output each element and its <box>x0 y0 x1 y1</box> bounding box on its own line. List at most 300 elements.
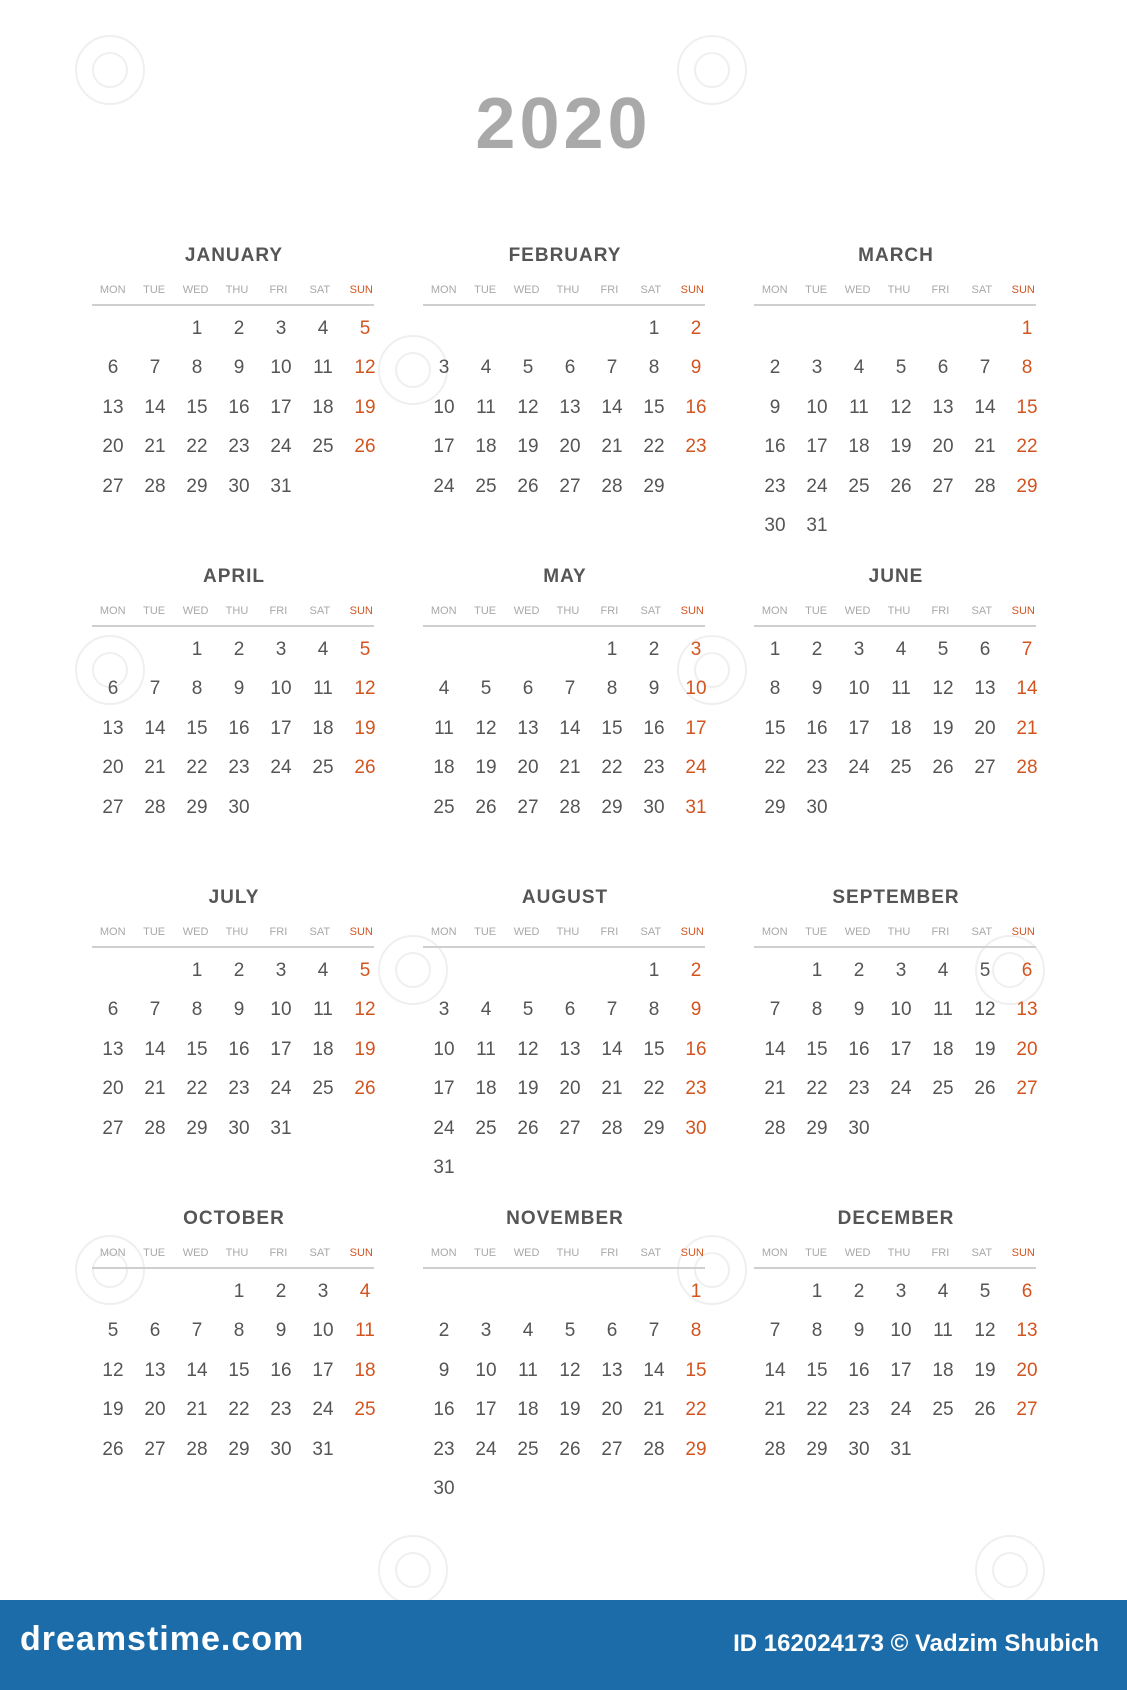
weekday-label: SUN <box>680 284 704 296</box>
empty-cell <box>796 309 838 348</box>
weekday-label: THU <box>225 1247 249 1259</box>
weekday-label: FRI <box>600 605 619 617</box>
day-cell: 22 <box>764 757 786 779</box>
day-grid <box>423 1272 713 1508</box>
day-cell: 14 <box>144 1038 166 1060</box>
day-cell: 2 <box>275 1281 287 1302</box>
day-cell: 24 <box>685 757 707 779</box>
weekday-label: FRI <box>931 926 950 938</box>
day-cell: 20 <box>1016 1038 1038 1060</box>
day-cell: 22 <box>1016 436 1038 458</box>
day-cell: 4 <box>522 1320 534 1342</box>
month-october <box>92 1208 382 1469</box>
day-cell: 10 <box>890 999 912 1021</box>
empty-cell <box>465 630 507 669</box>
day-cell: 18 <box>475 1078 497 1100</box>
day-cell: 25 <box>517 1438 539 1460</box>
day-cell: 3 <box>895 960 907 981</box>
weekday-label: TUE <box>143 284 166 296</box>
weekday-label: WED <box>844 284 871 296</box>
header-divider <box>754 625 1036 627</box>
weekday-label: FRI <box>269 926 288 938</box>
empty-cell <box>465 1272 507 1311</box>
day-cell: 28 <box>144 1117 166 1139</box>
day-cell: 22 <box>601 757 623 779</box>
day-cell: 21 <box>601 1078 623 1100</box>
weekday-label: TUE <box>805 605 828 617</box>
day-cell: 27 <box>517 796 539 818</box>
header-divider <box>92 304 374 306</box>
day-cell: 23 <box>643 757 665 779</box>
day-cell: 22 <box>685 1399 707 1421</box>
day-cell: 2 <box>853 1281 865 1302</box>
day-cell: 30 <box>806 796 828 818</box>
weekday-label: SUN <box>680 1247 704 1259</box>
month-february <box>423 245 713 506</box>
day-cell: 1 <box>606 639 618 660</box>
day-grid <box>92 630 382 827</box>
month-title: JUNE <box>868 566 924 587</box>
day-cell: 20 <box>517 757 539 779</box>
day-cell: 28 <box>974 475 996 497</box>
day-cell: 15 <box>806 1038 828 1060</box>
empty-cell <box>507 630 549 669</box>
empty-cell <box>134 951 176 990</box>
day-cell: 27 <box>932 475 954 497</box>
day-cell: 15 <box>806 1359 828 1381</box>
weekday-header <box>754 925 1044 939</box>
day-grid <box>92 951 382 1148</box>
day-cell: 10 <box>270 999 292 1021</box>
day-cell: 20 <box>559 436 581 458</box>
day-grid <box>423 630 713 827</box>
weekday-label: SAT <box>309 1247 331 1259</box>
day-cell: 5 <box>979 960 991 981</box>
weekday-label: MON <box>761 284 788 296</box>
day-cell: 9 <box>233 357 245 379</box>
weekday-label: SUN <box>1011 605 1035 617</box>
day-cell: 22 <box>228 1399 250 1421</box>
day-cell: 5 <box>359 318 371 339</box>
day-cell: 31 <box>433 1156 455 1178</box>
day-cell: 8 <box>648 999 660 1021</box>
empty-cell <box>507 309 549 348</box>
day-cell: 14 <box>764 1038 786 1060</box>
day-cell: 22 <box>186 757 208 779</box>
day-cell: 18 <box>354 1359 376 1381</box>
day-cell: 13 <box>974 678 996 700</box>
day-cell: 5 <box>359 960 371 981</box>
day-cell: 14 <box>601 1038 623 1060</box>
month-title: MARCH <box>858 245 934 266</box>
empty-cell <box>549 309 591 348</box>
day-cell: 28 <box>144 796 166 818</box>
empty-cell <box>754 951 796 990</box>
weekday-label: WED <box>182 1247 209 1259</box>
day-cell: 2 <box>690 318 702 339</box>
month-title: AUGUST <box>521 887 609 908</box>
day-cell: 13 <box>1016 999 1038 1021</box>
weekday-label: WED <box>182 284 209 296</box>
day-cell: 16 <box>764 436 786 458</box>
month-may <box>423 566 713 827</box>
day-cell: 22 <box>806 1078 828 1100</box>
day-cell: 3 <box>895 1281 907 1302</box>
empty-cell <box>549 630 591 669</box>
day-cell: 21 <box>764 1078 786 1100</box>
day-cell: 13 <box>102 1038 124 1060</box>
empty-cell <box>964 309 1006 348</box>
day-cell: 8 <box>1021 357 1033 379</box>
month-title: OCTOBER <box>183 1208 285 1229</box>
day-cell: 17 <box>475 1399 497 1421</box>
day-cell: 10 <box>685 678 707 700</box>
day-cell: 8 <box>606 678 618 700</box>
day-cell: 28 <box>764 1438 786 1460</box>
empty-cell <box>92 951 134 990</box>
weekday-label: MON <box>99 284 126 296</box>
day-cell: 21 <box>643 1399 665 1421</box>
day-cell: 12 <box>974 1320 996 1342</box>
day-cell: 9 <box>853 999 865 1021</box>
empty-cell <box>92 630 134 669</box>
month-title: FEBRUARY <box>508 245 622 266</box>
day-cell: 18 <box>312 717 334 739</box>
day-cell: 12 <box>517 396 539 418</box>
day-cell: 21 <box>144 436 166 458</box>
day-cell: 6 <box>107 999 119 1021</box>
weekday-label: MON <box>99 1247 126 1259</box>
day-cell: 31 <box>685 796 707 818</box>
day-cell: 20 <box>601 1399 623 1421</box>
day-cell: 26 <box>102 1438 124 1460</box>
day-cell: 9 <box>769 396 781 418</box>
day-cell: 4 <box>937 960 949 981</box>
day-cell: 13 <box>559 1038 581 1060</box>
day-cell: 27 <box>601 1438 623 1460</box>
day-cell: 12 <box>974 999 996 1021</box>
day-cell: 25 <box>312 436 334 458</box>
month-title: JULY <box>208 887 260 908</box>
day-cell: 27 <box>144 1438 166 1460</box>
weekday-label: MON <box>761 926 788 938</box>
day-cell: 15 <box>186 717 208 739</box>
day-cell: 20 <box>974 717 996 739</box>
day-cell: 14 <box>601 396 623 418</box>
empty-cell <box>465 951 507 990</box>
day-cell: 19 <box>974 1038 996 1060</box>
weekday-label: TUE <box>474 926 497 938</box>
day-cell: 24 <box>806 475 828 497</box>
day-grid <box>754 309 1044 545</box>
day-cell: 11 <box>518 1359 538 1381</box>
weekday-label: SAT <box>640 284 662 296</box>
weekday-label: MON <box>99 605 126 617</box>
weekday-label: SAT <box>640 1247 662 1259</box>
weekday-header <box>754 1246 1044 1260</box>
day-cell: 22 <box>806 1399 828 1421</box>
month-january <box>92 245 382 506</box>
day-grid <box>92 1272 382 1469</box>
month-march <box>754 245 1044 545</box>
day-cell: 18 <box>848 436 870 458</box>
day-cell: 6 <box>1021 1281 1033 1302</box>
day-cell: 16 <box>643 717 665 739</box>
day-cell: 16 <box>685 1038 707 1060</box>
day-cell: 24 <box>312 1399 334 1421</box>
day-cell: 1 <box>191 960 203 981</box>
day-cell: 3 <box>317 1281 329 1302</box>
day-cell: 12 <box>559 1359 581 1381</box>
day-cell: 22 <box>643 436 665 458</box>
empty-cell <box>92 1272 134 1311</box>
day-cell: 29 <box>685 1438 707 1460</box>
day-cell: 7 <box>606 999 618 1021</box>
day-cell: 5 <box>979 1281 991 1302</box>
day-cell: 1 <box>648 960 660 981</box>
day-cell: 23 <box>685 1078 707 1100</box>
day-cell: 11 <box>313 678 333 700</box>
month-april <box>92 566 382 827</box>
day-cell: 29 <box>643 475 665 497</box>
empty-cell <box>633 1272 675 1311</box>
weekday-header <box>754 604 1044 618</box>
weekday-label: TUE <box>805 926 828 938</box>
day-cell: 26 <box>517 475 539 497</box>
day-cell: 17 <box>270 396 292 418</box>
weekday-label: MON <box>430 1247 457 1259</box>
day-cell: 10 <box>848 678 870 700</box>
weekday-label: MON <box>761 1247 788 1259</box>
day-cell: 1 <box>811 1281 823 1302</box>
day-cell: 19 <box>890 436 912 458</box>
day-cell: 4 <box>317 318 329 339</box>
empty-cell <box>507 951 549 990</box>
day-cell: 15 <box>186 1038 208 1060</box>
weekday-header <box>92 1246 382 1260</box>
weekday-header <box>423 1246 713 1260</box>
day-cell: 29 <box>228 1438 250 1460</box>
day-cell: 13 <box>601 1359 623 1381</box>
day-cell: 25 <box>312 757 334 779</box>
empty-cell <box>423 630 465 669</box>
day-cell: 25 <box>848 475 870 497</box>
day-cell: 31 <box>270 475 292 497</box>
empty-cell <box>591 309 633 348</box>
day-cell: 28 <box>559 796 581 818</box>
day-cell: 24 <box>433 475 455 497</box>
weekday-label: MON <box>99 926 126 938</box>
day-cell: 4 <box>317 960 329 981</box>
weekday-label: TUE <box>143 926 166 938</box>
day-cell: 11 <box>476 396 496 418</box>
watermark-icon <box>378 1535 448 1605</box>
day-cell: 23 <box>228 436 250 458</box>
day-cell: 2 <box>769 357 781 379</box>
day-cell: 26 <box>354 436 376 458</box>
day-cell: 25 <box>354 1399 376 1421</box>
day-cell: 26 <box>475 796 497 818</box>
month-title: NOVEMBER <box>506 1208 624 1229</box>
day-cell: 15 <box>685 1359 707 1381</box>
day-cell: 14 <box>186 1359 208 1381</box>
day-cell: 28 <box>601 1117 623 1139</box>
day-cell: 3 <box>275 318 287 339</box>
day-cell: 6 <box>564 357 576 379</box>
day-cell: 4 <box>438 678 450 700</box>
day-cell: 5 <box>895 357 907 379</box>
day-cell: 20 <box>102 757 124 779</box>
weekday-label: TUE <box>143 1247 166 1259</box>
empty-cell <box>134 309 176 348</box>
day-grid <box>92 309 382 506</box>
empty-cell <box>549 1272 591 1311</box>
weekday-label: TUE <box>474 1247 497 1259</box>
day-cell: 10 <box>433 1038 455 1060</box>
day-cell: 30 <box>764 514 786 536</box>
day-cell: 16 <box>270 1359 292 1381</box>
day-cell: 25 <box>475 475 497 497</box>
day-cell: 7 <box>648 1320 660 1342</box>
day-cell: 14 <box>559 717 581 739</box>
day-cell: 31 <box>806 514 828 536</box>
weekday-label: WED <box>844 1247 871 1259</box>
day-cell: 18 <box>517 1399 539 1421</box>
weekday-header <box>92 283 382 297</box>
weekday-label: SUN <box>1011 926 1035 938</box>
day-cell: 18 <box>475 436 497 458</box>
day-cell: 28 <box>601 475 623 497</box>
day-cell: 16 <box>685 396 707 418</box>
day-cell: 15 <box>601 717 623 739</box>
day-cell: 1 <box>811 960 823 981</box>
day-cell: 19 <box>102 1399 124 1421</box>
day-cell: 30 <box>848 1438 870 1460</box>
empty-cell <box>423 951 465 990</box>
weekday-label: WED <box>513 605 540 617</box>
empty-cell <box>549 951 591 990</box>
header-divider <box>423 625 705 627</box>
day-cell: 30 <box>433 1477 455 1499</box>
day-cell: 24 <box>890 1078 912 1100</box>
day-cell: 10 <box>270 678 292 700</box>
watermark-icon <box>75 35 145 105</box>
day-cell: 17 <box>433 436 455 458</box>
day-cell: 22 <box>186 1078 208 1100</box>
day-cell: 4 <box>480 999 492 1021</box>
day-cell: 29 <box>806 1438 828 1460</box>
day-cell: 7 <box>149 357 161 379</box>
weekday-label: SUN <box>680 926 704 938</box>
day-cell: 24 <box>848 757 870 779</box>
month-november <box>423 1208 713 1508</box>
day-cell: 9 <box>275 1320 287 1342</box>
weekday-label: SUN <box>349 284 373 296</box>
day-cell: 8 <box>648 357 660 379</box>
day-cell: 6 <box>149 1320 161 1342</box>
day-cell: 13 <box>1016 1320 1038 1342</box>
day-cell: 11 <box>355 1320 375 1342</box>
day-cell: 9 <box>438 1359 450 1381</box>
day-cell: 29 <box>1016 475 1038 497</box>
day-cell: 9 <box>690 357 702 379</box>
day-cell: 17 <box>890 1359 912 1381</box>
day-cell: 20 <box>102 1078 124 1100</box>
day-cell: 23 <box>848 1078 870 1100</box>
day-cell: 30 <box>228 796 250 818</box>
day-cell: 5 <box>937 639 949 660</box>
month-september <box>754 887 1044 1148</box>
day-cell: 18 <box>890 717 912 739</box>
day-cell: 12 <box>890 396 912 418</box>
empty-cell <box>423 309 465 348</box>
day-cell: 5 <box>359 639 371 660</box>
day-cell: 29 <box>601 796 623 818</box>
day-cell: 6 <box>107 357 119 379</box>
day-cell: 27 <box>1016 1399 1038 1421</box>
empty-cell <box>754 1272 796 1311</box>
weekday-label: SUN <box>1011 1247 1035 1259</box>
day-cell: 2 <box>853 960 865 981</box>
month-title: SEPTEMBER <box>832 887 960 908</box>
empty-cell <box>423 1272 465 1311</box>
day-cell: 21 <box>144 1078 166 1100</box>
day-cell: 14 <box>974 396 996 418</box>
day-cell: 9 <box>233 999 245 1021</box>
weekday-label: SAT <box>309 605 331 617</box>
empty-cell <box>880 309 922 348</box>
day-cell: 27 <box>102 1117 124 1139</box>
header-divider <box>754 946 1036 948</box>
day-cell: 30 <box>848 1117 870 1139</box>
day-cell: 14 <box>144 717 166 739</box>
month-title: APRIL <box>203 566 265 587</box>
day-cell: 24 <box>270 436 292 458</box>
day-cell: 3 <box>853 639 865 660</box>
day-cell: 9 <box>233 678 245 700</box>
header-divider <box>92 1267 374 1269</box>
weekday-label: WED <box>513 1247 540 1259</box>
day-cell: 11 <box>933 1320 953 1342</box>
day-cell: 3 <box>480 1320 492 1342</box>
day-cell: 21 <box>186 1399 208 1421</box>
day-cell: 2 <box>233 639 245 660</box>
day-cell: 21 <box>1016 717 1038 739</box>
day-cell: 2 <box>811 639 823 660</box>
header-divider <box>92 946 374 948</box>
day-cell: 25 <box>932 1399 954 1421</box>
day-cell: 21 <box>559 757 581 779</box>
day-cell: 9 <box>690 999 702 1021</box>
day-cell: 8 <box>811 1320 823 1342</box>
weekday-header <box>423 283 713 297</box>
empty-cell <box>591 1272 633 1311</box>
day-cell: 1 <box>191 639 203 660</box>
day-cell: 22 <box>186 436 208 458</box>
weekday-label: WED <box>182 605 209 617</box>
weekday-header <box>92 604 382 618</box>
weekday-label: FRI <box>269 605 288 617</box>
day-cell: 13 <box>559 396 581 418</box>
day-cell: 16 <box>848 1038 870 1060</box>
weekday-label: THU <box>887 284 911 296</box>
weekday-label: MON <box>430 284 457 296</box>
day-cell: 26 <box>559 1438 581 1460</box>
weekday-header <box>423 925 713 939</box>
weekday-label: THU <box>556 1247 580 1259</box>
day-cell: 11 <box>891 678 911 700</box>
day-cell: 14 <box>764 1359 786 1381</box>
